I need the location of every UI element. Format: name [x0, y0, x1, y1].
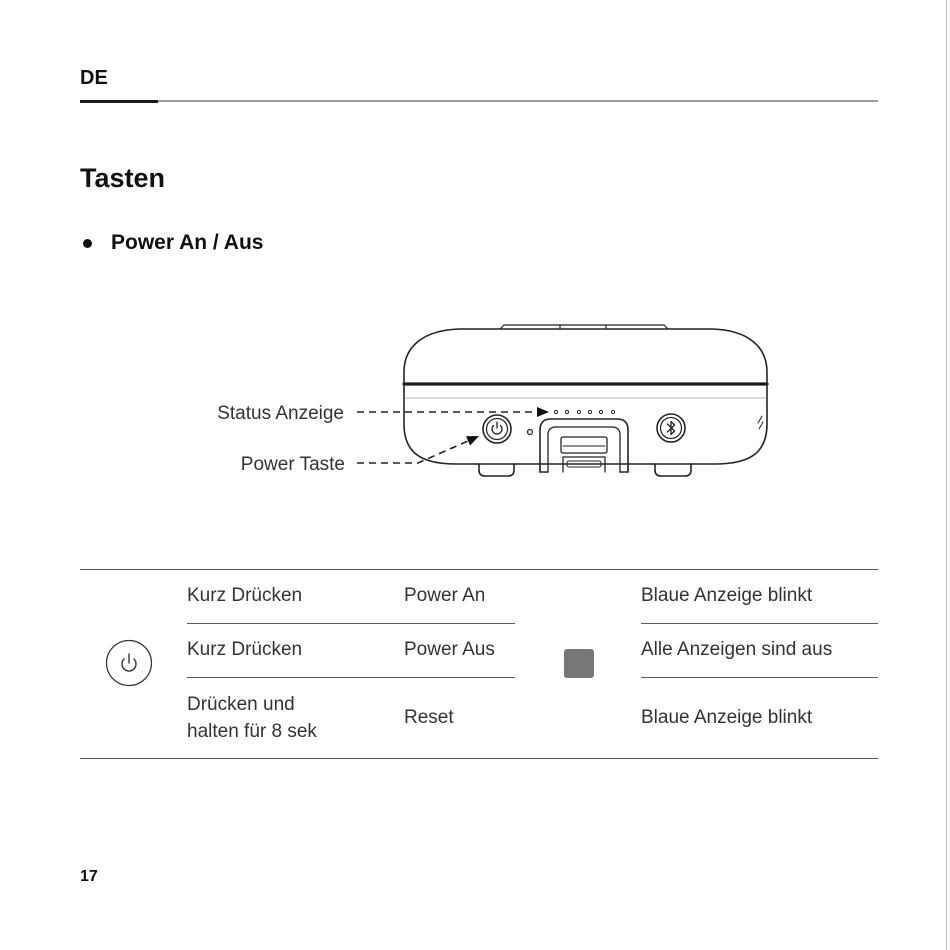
power-icon [104, 638, 154, 688]
row-divider [641, 623, 878, 624]
table-top-rule [80, 569, 878, 570]
status-led [565, 410, 568, 413]
row-divider [641, 677, 878, 678]
row-divider [187, 623, 515, 624]
status-led [599, 410, 602, 413]
table-cell-status: Blaue Anzeige blinkt [641, 707, 813, 728]
status-leds [554, 410, 614, 413]
table-cell-action: Kurz Drücken [187, 585, 303, 606]
device-top-cover [404, 329, 767, 382]
action-line: halten für 8 sek [187, 721, 317, 742]
speaker-device-illustration [404, 325, 767, 476]
device-foot-left [479, 464, 514, 476]
bullet-icon [83, 239, 92, 248]
power-button-icon [483, 415, 511, 443]
device-figure [200, 315, 780, 485]
table-cell-result: Power An [404, 585, 486, 606]
status-led [611, 410, 614, 413]
power-button-label: Power Taste [240, 454, 345, 475]
table-cell-result: Reset [404, 707, 454, 728]
page-number: 17 [80, 868, 98, 885]
status-led [588, 410, 591, 413]
subsection-title: Power An / Aus [111, 231, 264, 254]
bluetooth-icon [657, 414, 685, 442]
language-code: DE [80, 67, 108, 89]
table-cell-action: Kurz Drücken [187, 639, 303, 660]
row-divider [187, 677, 515, 678]
device-vent [758, 416, 763, 429]
status-indicator-label: Status Anzeige [217, 403, 344, 424]
status-arrow [357, 407, 549, 417]
power-arrow [357, 436, 479, 463]
header-rule [158, 100, 878, 102]
status-led [577, 410, 580, 413]
table-bottom-rule [80, 758, 878, 759]
table-cell-result: Power Aus [404, 639, 495, 660]
table-cell-status: Blaue Anzeige blinkt [641, 585, 813, 606]
led-indicator-swatch [564, 649, 594, 678]
mic-hole [528, 430, 533, 435]
table-cell-status: Alle Anzeigen sind aus [641, 639, 833, 660]
section-title: Tasten [80, 163, 166, 193]
page-edge [946, 0, 947, 950]
action-line: Drücken und [187, 694, 295, 715]
status-led [554, 410, 557, 413]
header-rule-accent [80, 100, 158, 103]
table-cell-action [187, 691, 317, 745]
device-foot-right [655, 464, 691, 476]
